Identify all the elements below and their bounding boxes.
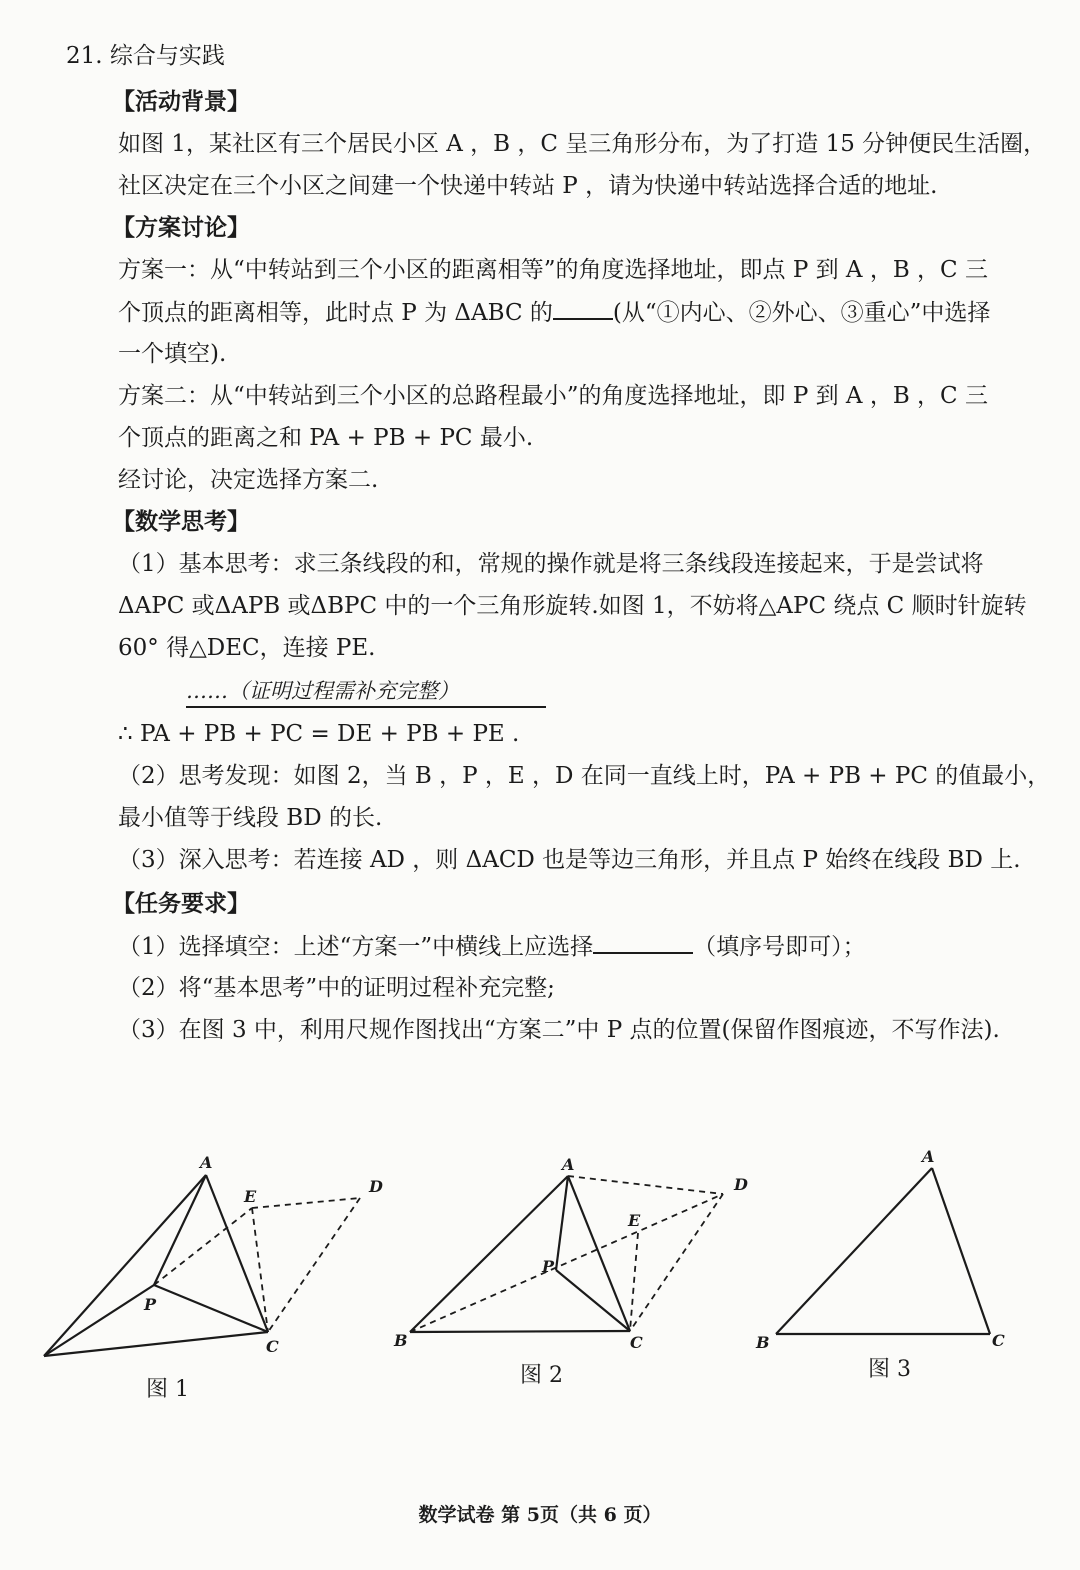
fig3-label-a: A — [922, 1147, 935, 1166]
fig2-label-b: B — [394, 1331, 408, 1350]
fig1-label-p: P — [144, 1295, 157, 1314]
therefore-line: ∴ PA + PB + PC = DE + PB + PE . — [118, 721, 520, 747]
question-number: 21. — [66, 43, 103, 69]
background-line-2: 社区决定在三个小区之间建一个快递中转站 P ，请为快递中转站选择合适的地址. — [118, 173, 938, 199]
math-thinking-heading: 【数学思考】 — [112, 508, 250, 535]
plan1-line-2-text: 个顶点的距离相等，此时点 P 为 ΔABC 的 — [118, 300, 553, 326]
task1-suffix: （填序号即可）； — [693, 934, 866, 960]
task1-line — [118, 930, 866, 963]
plan1-line-2 — [118, 296, 990, 329]
fig2-segment-ac — [568, 1176, 630, 1331]
figure-3 — [750, 1140, 1050, 1360]
thinking2-line-1: （2）思考发现：如图 2，当 B ，P ，E ，D 在同一直线上时，PA + PB + PC 的值最小， — [118, 763, 1051, 789]
fig1-label-d: D — [369, 1177, 383, 1196]
fig2-segment-pa — [556, 1176, 568, 1270]
fig2-segment-ad — [568, 1176, 723, 1194]
fig3-segment-ac — [932, 1168, 990, 1334]
fig3-label-c: C — [992, 1331, 1005, 1350]
task1-answer-blank[interactable] — [593, 930, 693, 954]
plan1-line-3: 一个填空). — [118, 341, 227, 367]
fig1-segment-ed — [252, 1198, 360, 1208]
fig2-segment-ec — [630, 1233, 638, 1331]
fig2-segment-ab — [410, 1176, 568, 1332]
thinking1-line-1: （1）基本思考：求三条线段的和，常规的操作就是将三条线段连接起来，于是尝试将 — [118, 551, 984, 577]
task2-line: （2）将“基本思考”中的证明过程补充完整; — [118, 975, 555, 1001]
thinking3-line: （3）深入思考：若连接 AD ，则 ΔACD 也是等边三角形，并且点 P 始终在线段 BD 上. — [118, 847, 1021, 873]
question-title: 综合与实践 — [109, 43, 225, 69]
thinking1-line-2: ΔAPC 或ΔAPB 或ΔBPC 中的一个三角形旋转.如图 1，不妨将△APC 绕点 C 顺时针旋转 — [118, 593, 1027, 619]
decision-line: 经讨论，决定选择方案二. — [118, 467, 379, 493]
fig1-segment-pc — [154, 1285, 268, 1332]
figure-3-caption: 图 3 — [868, 1357, 911, 1382]
figure-2-caption: 图 2 — [520, 1363, 563, 1388]
task-requirements-heading: 【任务要求】 — [112, 890, 250, 917]
fig1-label-c: C — [266, 1337, 279, 1356]
background-line-1: 如图 1，某社区有三个居民小区 A ，B ，C 呈三角形分布，为了打造 15 分钟便民生活圈， — [118, 131, 1047, 157]
fig2-label-d: D — [734, 1175, 748, 1194]
fig1-segment-dc — [268, 1198, 360, 1332]
figure-1 — [30, 1150, 390, 1370]
fig3-label-b: B — [756, 1333, 770, 1352]
fig2-segment-bd — [410, 1194, 723, 1332]
task3-line: （3）在图 3 中，利用尺规作图找出“方案二”中 P 点的位置(保留作图痕迹，不写作法). — [118, 1017, 1000, 1043]
question-heading — [66, 40, 225, 72]
plan-discussion-heading: 【方案讨论】 — [112, 214, 250, 241]
fig2-label-e: E — [628, 1211, 641, 1230]
fig1-label-e: E — [244, 1187, 257, 1206]
fig1-segment-ab — [44, 1175, 206, 1356]
activity-background-heading: 【活动背景】 — [112, 88, 250, 115]
fig2-label-a: A — [562, 1155, 575, 1174]
proof-placeholder: ……（证明过程需补充完整） — [186, 676, 546, 708]
figure-1-caption: 图 1 — [146, 1377, 189, 1402]
page-footer: 数学试卷 第 5页（共 6 页） — [418, 1504, 662, 1526]
task1-text: （1）选择填空：上述“方案一”中横线上应选择 — [118, 934, 594, 960]
thinking1-line-3: 60° 得△DEC，连接 PE. — [118, 635, 376, 661]
fig1-segment-pe — [154, 1208, 252, 1285]
fig1-segment-pa — [154, 1175, 206, 1285]
fig1-label-a: A — [200, 1153, 213, 1172]
fig2-segment-bc — [410, 1331, 630, 1332]
plan1-line-1: 方案一：从“中转站到三个小区的距离相等”的角度选择地址，即点 P 到 A ，B ，C 三 — [118, 257, 988, 283]
fig2-label-p: P — [542, 1257, 555, 1276]
thinking2-line-2: 最小值等于线段 BD 的长. — [118, 805, 383, 831]
plan2-line-2: 个顶点的距离之和 PA + PB + PC 最小. — [118, 425, 534, 451]
fig2-label-c: C — [630, 1333, 643, 1352]
plan1-line-2-options: (从“①内心、②外心、③重心”中选择 — [612, 300, 991, 326]
figure-2 — [390, 1150, 770, 1360]
plan1-answer-blank[interactable] — [553, 296, 613, 320]
fig3-segment-ab — [776, 1168, 932, 1334]
plan2-line-1: 方案二：从“中转站到三个小区的总路程最小”的角度选择地址，即 P 到 A ，B ，C 三 — [118, 383, 988, 409]
